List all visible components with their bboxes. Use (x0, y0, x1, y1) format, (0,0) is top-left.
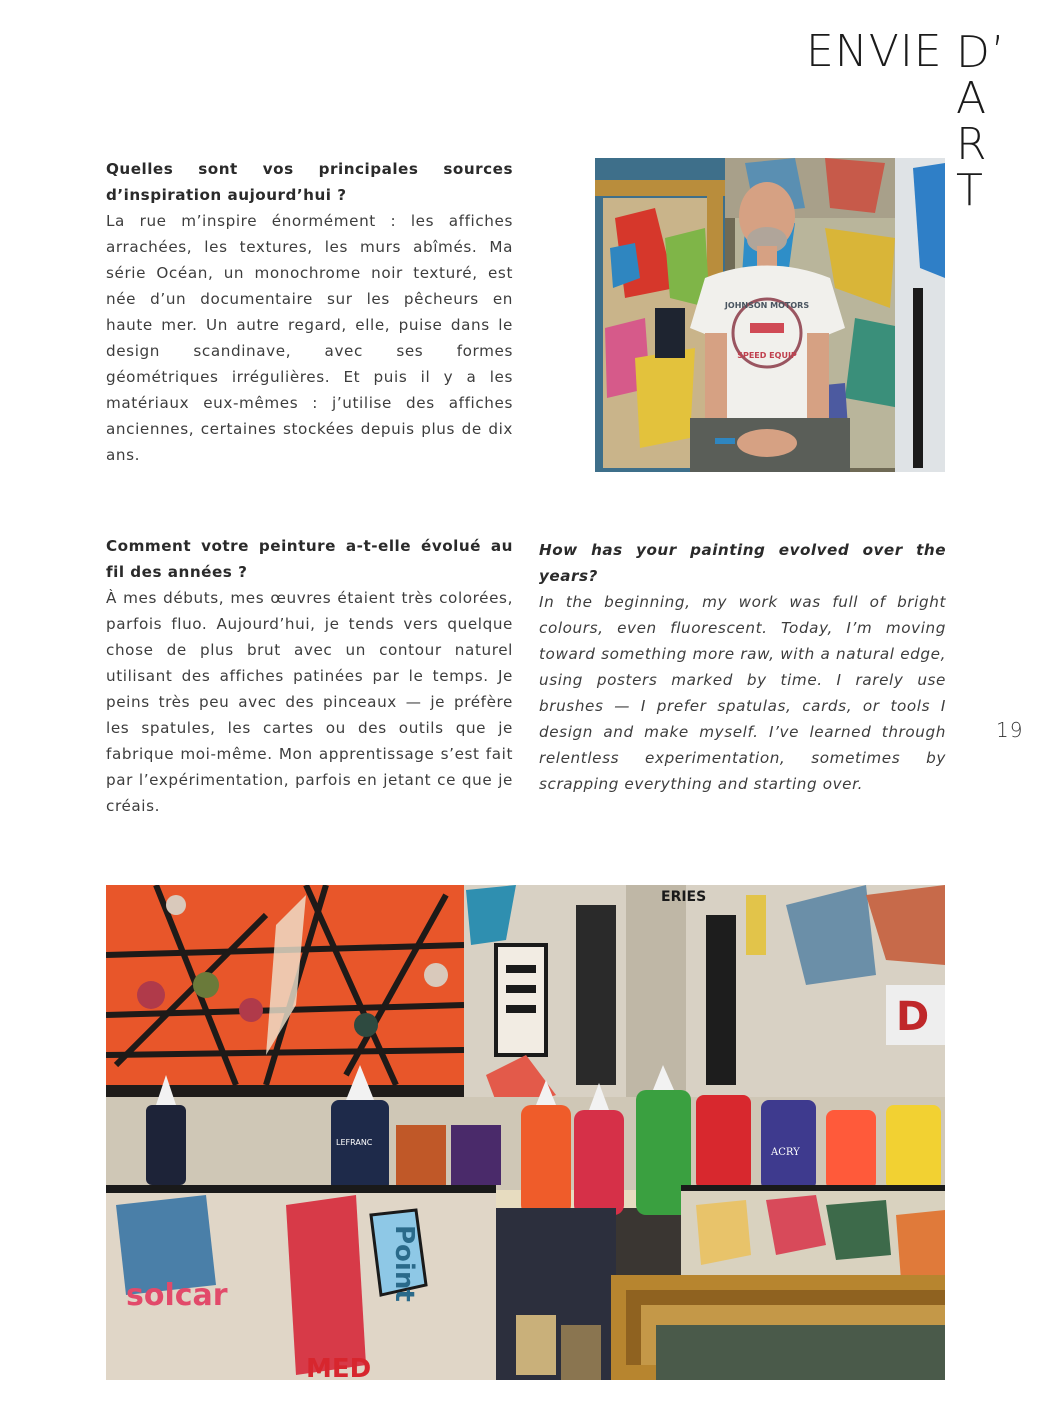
masthead-letter: D’ (956, 27, 1006, 78)
collage-text: Point (389, 1225, 419, 1302)
shirt-print-text: SPEED EQUIP (737, 351, 797, 360)
collage-text: MED (306, 1354, 372, 1380)
interview-section-inspiration (106, 156, 513, 468)
collage-text: solcar (126, 1278, 228, 1313)
shirt-print-text: JOHNSON MOTORS (724, 301, 810, 310)
answer-text: In the beginning, my work was full of bright colours, even fluorescent. Today, I’m moving toward something more raw, with a natural edge, using posters marked by time. I rarely use brushes — I prefer spatulas, cards, or tools I design and make myself. I’ve learned through relentless experimentation, sometimes by scrapping everything and starting over. (539, 593, 946, 793)
masthead-word-envie: ENVIE (806, 26, 943, 77)
studio-photo (106, 885, 945, 1380)
question-heading: Quelles sont vos principales sources d’inspiration aujourd’hui ? (106, 160, 513, 204)
answer-text: La rue m’inspire énormément : les affiches arrachées, les textures, les murs abîmés. Ma série Océan, un monochrome noir texturé, est née d’un documentaire sur les pêcheurs en haute mer. Un autre regard, elle, puise dans le design scandinave, avec ses formes géométriques irrégulières. Et puis il y a les matériaux eux-mêmes : j’utilise des affiches anciennes, certaines stockées depuis plus de dix ans. (106, 212, 513, 464)
masthead-vertical-dart (956, 27, 1006, 216)
interview-section-evolution-en (539, 537, 946, 797)
page-number: 19 (996, 718, 1024, 742)
bottle-label: LEFRANC (336, 1138, 373, 1147)
masthead-letter: R (956, 119, 988, 170)
bottle-label: ACRY (771, 1147, 800, 1158)
interview-section-evolution-fr (106, 533, 513, 819)
masthead-letter: A (956, 73, 988, 124)
question-heading: Comment votre peinture a-t-elle évolué au fil des années ? (106, 537, 513, 581)
svg-text:D: D (896, 994, 930, 1040)
masthead-letter: T (956, 165, 984, 216)
artist-portrait-photo (595, 158, 945, 472)
question-heading: How has your painting evolved over the years? (539, 541, 946, 585)
answer-text: À mes débuts, mes œuvres étaient très colorées, parfois fluo. Aujourd’hui, je tends vers quelque chose de plus brut avec un contour naturel utilisant des affiches patinées par le temps. Je peins très peu avec des pinceaux — je préfère les spatules, les cartes ou des outils que je fabrique moi-même. Mon apprentissage s’est fait par l’expérimentation, parfois en jetant ce que je créais. (106, 589, 513, 815)
collage-text: ERIES (661, 889, 707, 905)
